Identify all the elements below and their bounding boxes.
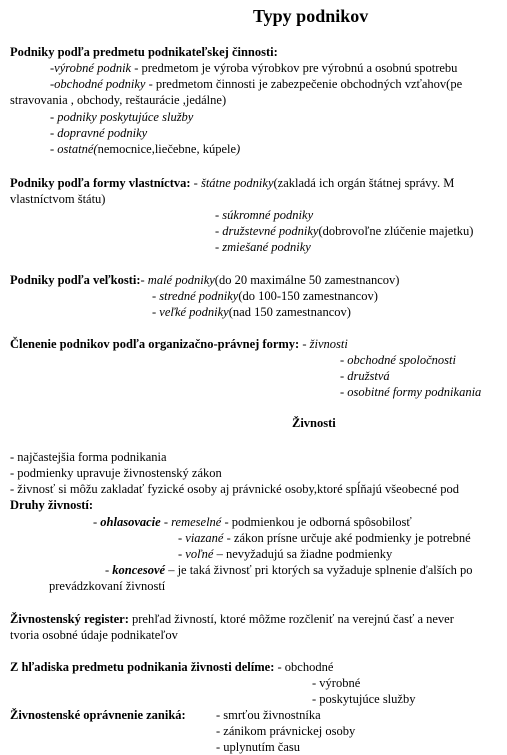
list-item: -obchodné podniky - predmetom činnosti je zabezpečenie obchodných vzťahov(pe [50,77,463,91]
list-item: - uplynutím času [216,740,301,754]
list-item-continuation: vlastníctvom štátu) [10,192,106,206]
section-heading-vlastnictvo: Podniky podľa formy vlastníctva: [10,176,191,190]
list-item: - podmienky upravuje živnostenský zákon [10,466,222,480]
list-item: - ohlasovacie - remeselné - podmienkou je odborná spôsobilosť [93,515,412,529]
list-item: - družstvá [340,369,390,383]
section-line: Živnostenský register: prehľad živností, ktoré môžme rozčleniť na verejnú časť a never [10,612,454,626]
list-item: - zánikom právnickej osoby [216,724,356,738]
section-heading-predmet-delenie: Z hľadiska predmetu podnikania živnosti delíme: [10,660,275,674]
section-heading-register: Živnostenský register: [10,612,129,626]
list-item: - súkromné podniky [215,208,314,222]
list-item: - viazané - zákon prísne určuje aké podmienky je potrebné [178,531,471,545]
list-item: - výrobné [312,676,361,690]
section-heading-pravna-forma: Členenie podnikov podľa organizačno-právnej formy: [10,337,300,351]
list-item: - voľné – nevyžadujú sa žiadne podmienky [178,547,393,561]
list-item: - smrťou živnostníka [216,708,321,722]
list-item: - zmiešané podniky [215,240,311,254]
subheading-druhy: Druhy živností: [10,498,93,512]
section-heading-velkost: Podniky podľa veľkosti: [10,273,141,287]
section-heading-zanik: Živnostenské oprávnenie zaniká: [10,708,186,722]
section-line: Členenie podnikov podľa organizačno-právnej formy: - živnosti [10,337,348,351]
list-item: - ostatné(nemocnice,liečebne, kúpele) [50,142,241,156]
page-title: Typy podnikov [253,6,369,26]
list-item: - podniky poskytujúce služby [50,110,194,124]
list-item: - poskytujúce služby [312,692,416,706]
section-heading-zivnosti: Živnosti [292,416,336,430]
section-heading-predmet: Podniky podľa predmetu podnikateľskej činnosti: [10,45,278,59]
list-item: - koncesové – je taká živnosť pri ktorých sa vyžaduje splnenie ďalších po [105,563,473,577]
list-item: - dopravné podniky [50,126,148,140]
list-item: - živnosť si môžu zakladať fyzické osoby aj právnické osoby,ktoré spĺňajú všeobecné pod [10,482,459,496]
list-item: - veľké podniky(nad 150 zamestnancov) [152,305,351,319]
list-item-continuation: stravovania , obchody, reštaurácie ,jedálne) [10,93,227,107]
list-item: - osobitné formy podnikania [340,385,482,399]
list-item: - stredné podniky(do 100-150 zamestnancov) [152,289,378,303]
list-item: - najčastejšia forma podnikania [10,450,167,464]
section-line: Z hľadiska predmetu podnikania živnosti delíme: - obchodné [10,660,334,674]
list-item-continuation: tvoria osobné údaje podnikateľov [10,628,178,642]
list-item: -výrobné podnik - predmetom je výroba výrobkov pre výrobnú a osobnú spotrebu [50,61,458,75]
section-line: Podniky podľa formy vlastníctva: - štátne podniky(zakladá ich orgán štátnej správy. M [10,176,455,190]
list-item: - obchodné spoločnosti [340,353,456,367]
list-item: - družstevné podniky(dobrovoľne zlúčenie majetku) [215,224,474,238]
section-line: Podniky podľa veľkosti:- malé podniky(do 20 maximálne 50 zamestnancov) [10,273,400,287]
list-item-continuation: prevádzkovaní živností [49,579,166,593]
